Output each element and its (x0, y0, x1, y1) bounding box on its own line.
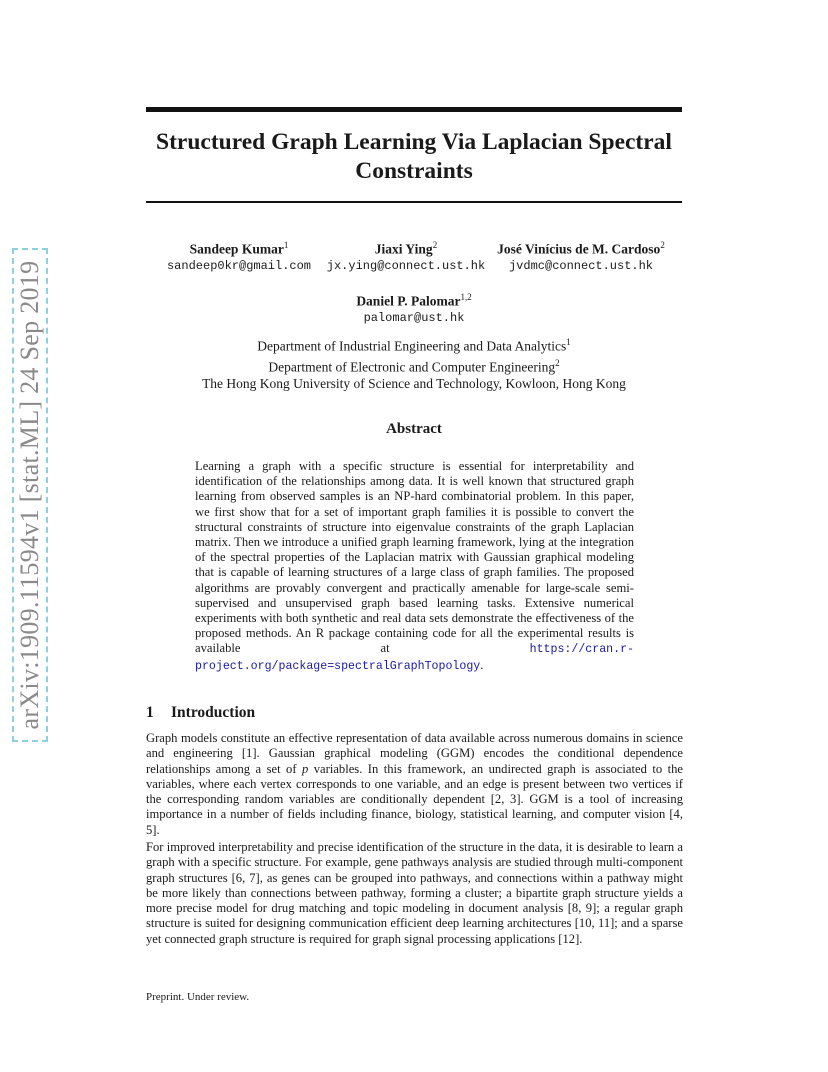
section-heading (146, 704, 255, 722)
author-affil-mark: 1 (283, 240, 289, 250)
author-3 (486, 237, 676, 275)
affiliations (146, 334, 682, 392)
author-affil-mark: 2 (660, 240, 665, 250)
paper-title: Structured Graph Learning Via Laplacian Spectral Constraints (156, 129, 672, 184)
title-bottom-rule (146, 201, 682, 203)
author-name: Sandeep Kumar (189, 241, 284, 257)
paragraph-text: variables. In this framework, an undirected graph is associated to the variables, where each vertex corresponds to one variable, and an edge is present between two vertices if the corresponding random variables are conditionally dependent [2, 3]. GGM is a tool of increasing importance in a number of fields including finance, biology, statistical learning, and computer vision [4, 5]. (146, 761, 683, 837)
abstract-heading: Abstract (386, 421, 442, 437)
abstract-end: . (480, 657, 484, 672)
affiliation-text: Department of Industrial Engineering and Data Analytics (257, 338, 567, 354)
affiliation-line (146, 375, 682, 392)
package-url-link[interactable]: https://cran.r-project.org/package=spectralGraphTopology (195, 643, 634, 673)
abstract-body (195, 459, 634, 674)
section-title: Introduction (171, 704, 256, 721)
title-top-rule (146, 107, 682, 112)
author-2 (326, 237, 486, 275)
abstract-text: Learning a graph with a specific structure is essential for interpretability and identification of the relationships among data. It is well known that structured graph learning from observed samples is an NP-hard combinatorial problem. In this paper, we first show that for a set of important graph families it is possible to convert the structural constraints of structure into eigenvalue constraints of the graph Laplacian matrix. Then we introduce a unified graph learning framework, lying at the integration of the spectral properties of the Laplacian matrix with Gaussian graphical modeling that is capable of learning structures of a large class of graph families. The proposed algorithms are provably convergent and practically amenable for large-scale semi-supervised and unsupervised graph based learning tasks. Extensive numerical experiments with both synthetic and real data sets demonstrate the effectiveness of the proposed methods. An R package containing code for all the experimental results is available at (195, 459, 634, 656)
preprint-footer: Preprint. Under review. (146, 991, 250, 1003)
arxiv-identifier: arXiv:1909.11594v1 [stat.ML] 24 Sep 2019 (15, 260, 44, 730)
affiliation-mark: 1 (566, 337, 571, 347)
intro-paragraph-2 (146, 840, 683, 947)
paragraph-text: For improved interpretability and precise identification of the structure in the data, it is desirable to learn a graph with a specific structure. For example, gene pathways analysis are studied through multi-component graph structures [6, 7], as genes can be grouped into pathways, and connections within a pathway might be more likely than connections between pathway, forming a cluster; a bipartite graph structure yields a more precise model for drug matching and topic modeling in document analysis [8, 9]; a regular graph structure is suited for designing communication efficient deep learning architectures [10, 11]; and a sparse yet connected graph structure is required for graph signal processing applications [12]. (146, 840, 683, 946)
author-affil-mark: 1,2 (460, 292, 472, 302)
affiliation-line (146, 334, 682, 355)
affiliation-mark: 2 (555, 357, 560, 368)
intro-paragraph-1 (146, 731, 683, 838)
author-name: Jiaxi Ying (374, 241, 433, 257)
arxiv-sidebar-stamp (8, 248, 52, 744)
affiliation-text: Department of Electronic and Computer Engineering (268, 359, 556, 374)
author-email: palomar@ust.hk (363, 310, 465, 325)
author-email: sandeep0kr@gmail.com (166, 258, 312, 273)
author-email: jx.ying@connect.ust.hk (326, 258, 486, 273)
math-variable: p (301, 761, 309, 776)
author-name: José Vinícius de M. Cardoso (497, 241, 661, 257)
affiliation-text: The Hong Kong University of Science and Technology, Kowloon, Hong Kong (202, 376, 626, 391)
author-affil-mark: 2 (432, 240, 438, 250)
author-4 (339, 289, 489, 327)
affiliation-line (146, 355, 682, 376)
author-1 (164, 237, 314, 275)
paragraph-text: Graph models constitute an effective representation of data available across numerous domains in science and engineering [1]. Gaussian graphical modeling (GGM) encodes the conditional dependence relationships among a set of (146, 731, 683, 776)
author-email: jvdmc@connect.ust.hk (508, 258, 654, 273)
section-number: 1 (146, 704, 154, 721)
author-name: Daniel P. Palomar (356, 293, 461, 309)
